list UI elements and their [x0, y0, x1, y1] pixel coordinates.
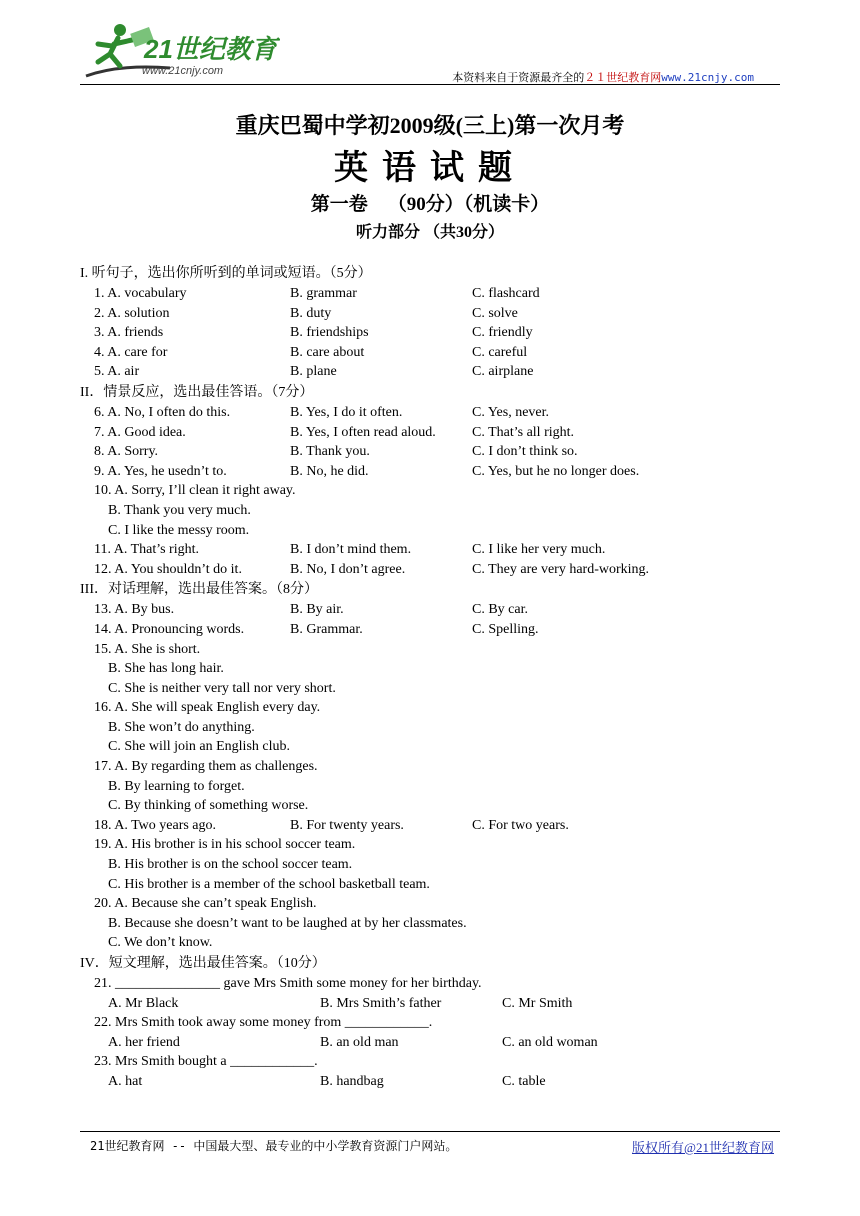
section-heading: II．情景反应，选出最佳答语。（7分） [80, 384, 314, 400]
answer-option: B. She has long hair. [108, 661, 224, 677]
answer-option: B. By learning to forget. [108, 778, 245, 794]
question-row [80, 737, 780, 757]
answer-option: C. friendly [472, 325, 533, 341]
question-row [80, 777, 780, 797]
question-row [80, 974, 780, 994]
question-item: 8. A. Sorry. [94, 444, 159, 460]
exam-title: 重庆巴蜀中学初2009级(三上)第一次月考 [235, 113, 625, 138]
answer-option: C. For two years. [472, 817, 569, 833]
question-row [80, 757, 780, 777]
answer-option: B. I don’t mind them. [290, 542, 412, 558]
question-row [80, 560, 780, 580]
question-row [80, 403, 780, 423]
question-item: 22. Mrs Smith took away some money from ____________. [94, 1015, 433, 1031]
question-row [80, 1013, 780, 1033]
listening-title: 听力部分 （共30分） [355, 224, 504, 241]
question-item: 5. A. air [94, 364, 140, 380]
answer-option: B. For twenty years. [290, 817, 404, 833]
question-item: 20. A. Because she can’t speak English. [94, 896, 317, 912]
question-row [80, 481, 780, 501]
question-row [80, 875, 780, 895]
answer-option: B. duty [290, 305, 332, 321]
answer-option: A. hat [108, 1073, 143, 1089]
question-item: 19. A. His brother is in his school soccer team. [94, 837, 356, 853]
section-heading: I. 听句子，选出你所听到的单词或短语。（5分） [80, 266, 372, 281]
question-row [80, 718, 780, 738]
svg-text:21世纪教育: 21世纪教育 [144, 34, 277, 64]
question-row [80, 284, 780, 304]
answer-option: C. By thinking of something worse. [108, 798, 309, 814]
answer-option: C. His brother is a member of the school basketball team. [108, 876, 430, 892]
question-row [80, 994, 780, 1014]
question-row [80, 679, 780, 699]
question-item: 21. _______________ gave Mrs Smith some money for her birthday. [94, 976, 482, 991]
footer-text: 21世纪教育网 -- 中国最大型、最专业的中小学教育资源门户网站。 [90, 1139, 458, 1153]
volume-score: （90分）（机读卡） [387, 194, 550, 215]
header-source-note [452, 69, 754, 85]
answer-option: C. I don’t think so. [472, 444, 578, 460]
answer-option: B. Thank you. [290, 444, 370, 460]
answer-option: C. Spelling. [472, 621, 539, 637]
answer-option: C. solve [472, 305, 518, 321]
answer-option: C. She is neither very tall nor very short. [108, 680, 336, 696]
answer-option: C. By car. [472, 602, 528, 618]
question-row [80, 640, 780, 660]
header-divider [80, 84, 780, 85]
answer-option: B. She won’t do anything. [108, 719, 255, 735]
question-item: 6. A. No, I often do this. [94, 404, 231, 420]
answer-option: C. They are very hard-working. [472, 561, 650, 577]
question-row [80, 698, 780, 718]
question-row [80, 462, 780, 482]
answer-option: C. an old woman [502, 1034, 598, 1050]
question-item: 3. A. friends [94, 325, 164, 341]
answer-option: B. Yes, I often read aloud. [290, 424, 436, 440]
answer-option: B. Yes, I do it often. [290, 404, 403, 420]
question-row [80, 914, 780, 934]
question-row [80, 600, 780, 620]
answer-option: C. table [502, 1073, 546, 1089]
site-logo [80, 20, 280, 80]
answer-option: B. an old man [320, 1034, 399, 1050]
question-row [80, 796, 780, 816]
question-item: 11. A. That’s right. [94, 542, 199, 558]
header-note-site: ２１世纪教育网 [584, 71, 662, 84]
answer-option: C. I like her very much. [472, 542, 606, 558]
header-note-url[interactable]: www.21cnjy.com [661, 71, 754, 84]
question-item: 18. A. Two years ago. [94, 817, 217, 833]
question-row [80, 1052, 780, 1072]
question-row [80, 501, 780, 521]
question-row [80, 659, 780, 679]
question-row [80, 933, 780, 953]
question-row [80, 816, 780, 836]
question-row [80, 442, 780, 462]
question-row [80, 620, 780, 640]
answer-option: C. That’s all right. [472, 424, 575, 440]
question-item: 2. A. solution [94, 305, 170, 321]
question-row [80, 835, 780, 855]
answer-option: A. her friend [108, 1034, 180, 1050]
question-row [80, 323, 780, 343]
volume-label: 第一卷 [310, 194, 368, 215]
copyright-link[interactable]: 版权所有@21世纪教育网 [632, 1140, 774, 1155]
question-item: 23. Mrs Smith bought a ____________. [94, 1054, 318, 1070]
answer-option: C. I like the messy room. [108, 522, 250, 538]
question-item: 16. A. She will speak English every day. [94, 700, 321, 716]
question-item: 10. A. Sorry, I’ll clean it right away. [94, 483, 296, 499]
answer-option: B. Thank you very much. [108, 502, 251, 518]
question-row [80, 1033, 780, 1053]
question-item: 9. A. Yes, he usedn’t to. [94, 463, 227, 479]
answer-option: B. No, I don’t agree. [290, 561, 406, 577]
question-row [80, 521, 780, 541]
question-content [80, 263, 780, 1092]
answer-option: B. care about [290, 344, 365, 360]
footer-divider [80, 1131, 780, 1132]
header-note-prefix: 本资料来自于资源最齐全的 [452, 71, 585, 84]
question-row [80, 894, 780, 914]
answer-option: B. His brother is on the school soccer team. [108, 857, 353, 873]
answer-option: C. airplane [472, 364, 534, 380]
page-header [80, 20, 780, 86]
answer-option: B. grammar [290, 286, 357, 301]
answer-option: C. She will join an English club. [108, 739, 290, 755]
question-item: 7. A. Good idea. [94, 424, 186, 440]
svg-text:www.21cnjy.com: www.21cnjy.com [142, 65, 224, 77]
question-row [80, 1072, 780, 1092]
section-heading: IV．短文理解，选出最佳答案。（10分） [80, 956, 326, 971]
answer-option: C. Yes, never. [472, 404, 550, 420]
answer-option: C. We don’t know. [108, 935, 213, 951]
question-item: 12. A. You shouldn’t do it. [94, 561, 242, 577]
question-row [80, 855, 780, 875]
answer-option: B. plane [290, 364, 337, 380]
answer-option: B. handbag [320, 1073, 384, 1089]
question-row [80, 343, 780, 363]
answer-option: B. Because she doesn’t want to be laughed at by her classmates. [108, 915, 467, 931]
question-row [80, 540, 780, 560]
question-item: 13. A. By bus. [94, 602, 175, 618]
question-item: 17. A. By regarding them as challenges. [94, 759, 318, 775]
answer-option: C. Mr Smith [502, 995, 573, 1011]
answer-option: C. careful [472, 344, 528, 360]
answer-option: B. Grammar. [290, 621, 363, 637]
question-row [80, 423, 780, 443]
question-item: 15. A. She is short. [94, 641, 201, 657]
section-heading: III．对话理解，选出最佳答案。（8分） [80, 582, 318, 598]
answer-option: C. Yes, but he no longer does. [472, 463, 640, 479]
subject-title: 英语试题 [334, 150, 526, 187]
volume-title [0, 189, 860, 216]
question-item: 4. A. care for [94, 344, 168, 360]
answer-option: B. friendships [290, 325, 369, 341]
answer-option: B. By air. [290, 602, 344, 618]
question-item: 1. A. vocabulary [94, 286, 187, 301]
answer-option: B. No, he did. [290, 463, 369, 479]
answer-option: B. Mrs Smith’s father [320, 995, 442, 1011]
question-item: 14. A. Pronouncing words. [94, 621, 245, 637]
answer-option: C. flashcard [472, 286, 540, 301]
question-row [80, 304, 780, 324]
question-row [80, 362, 780, 382]
answer-option: A. Mr Black [108, 995, 179, 1011]
